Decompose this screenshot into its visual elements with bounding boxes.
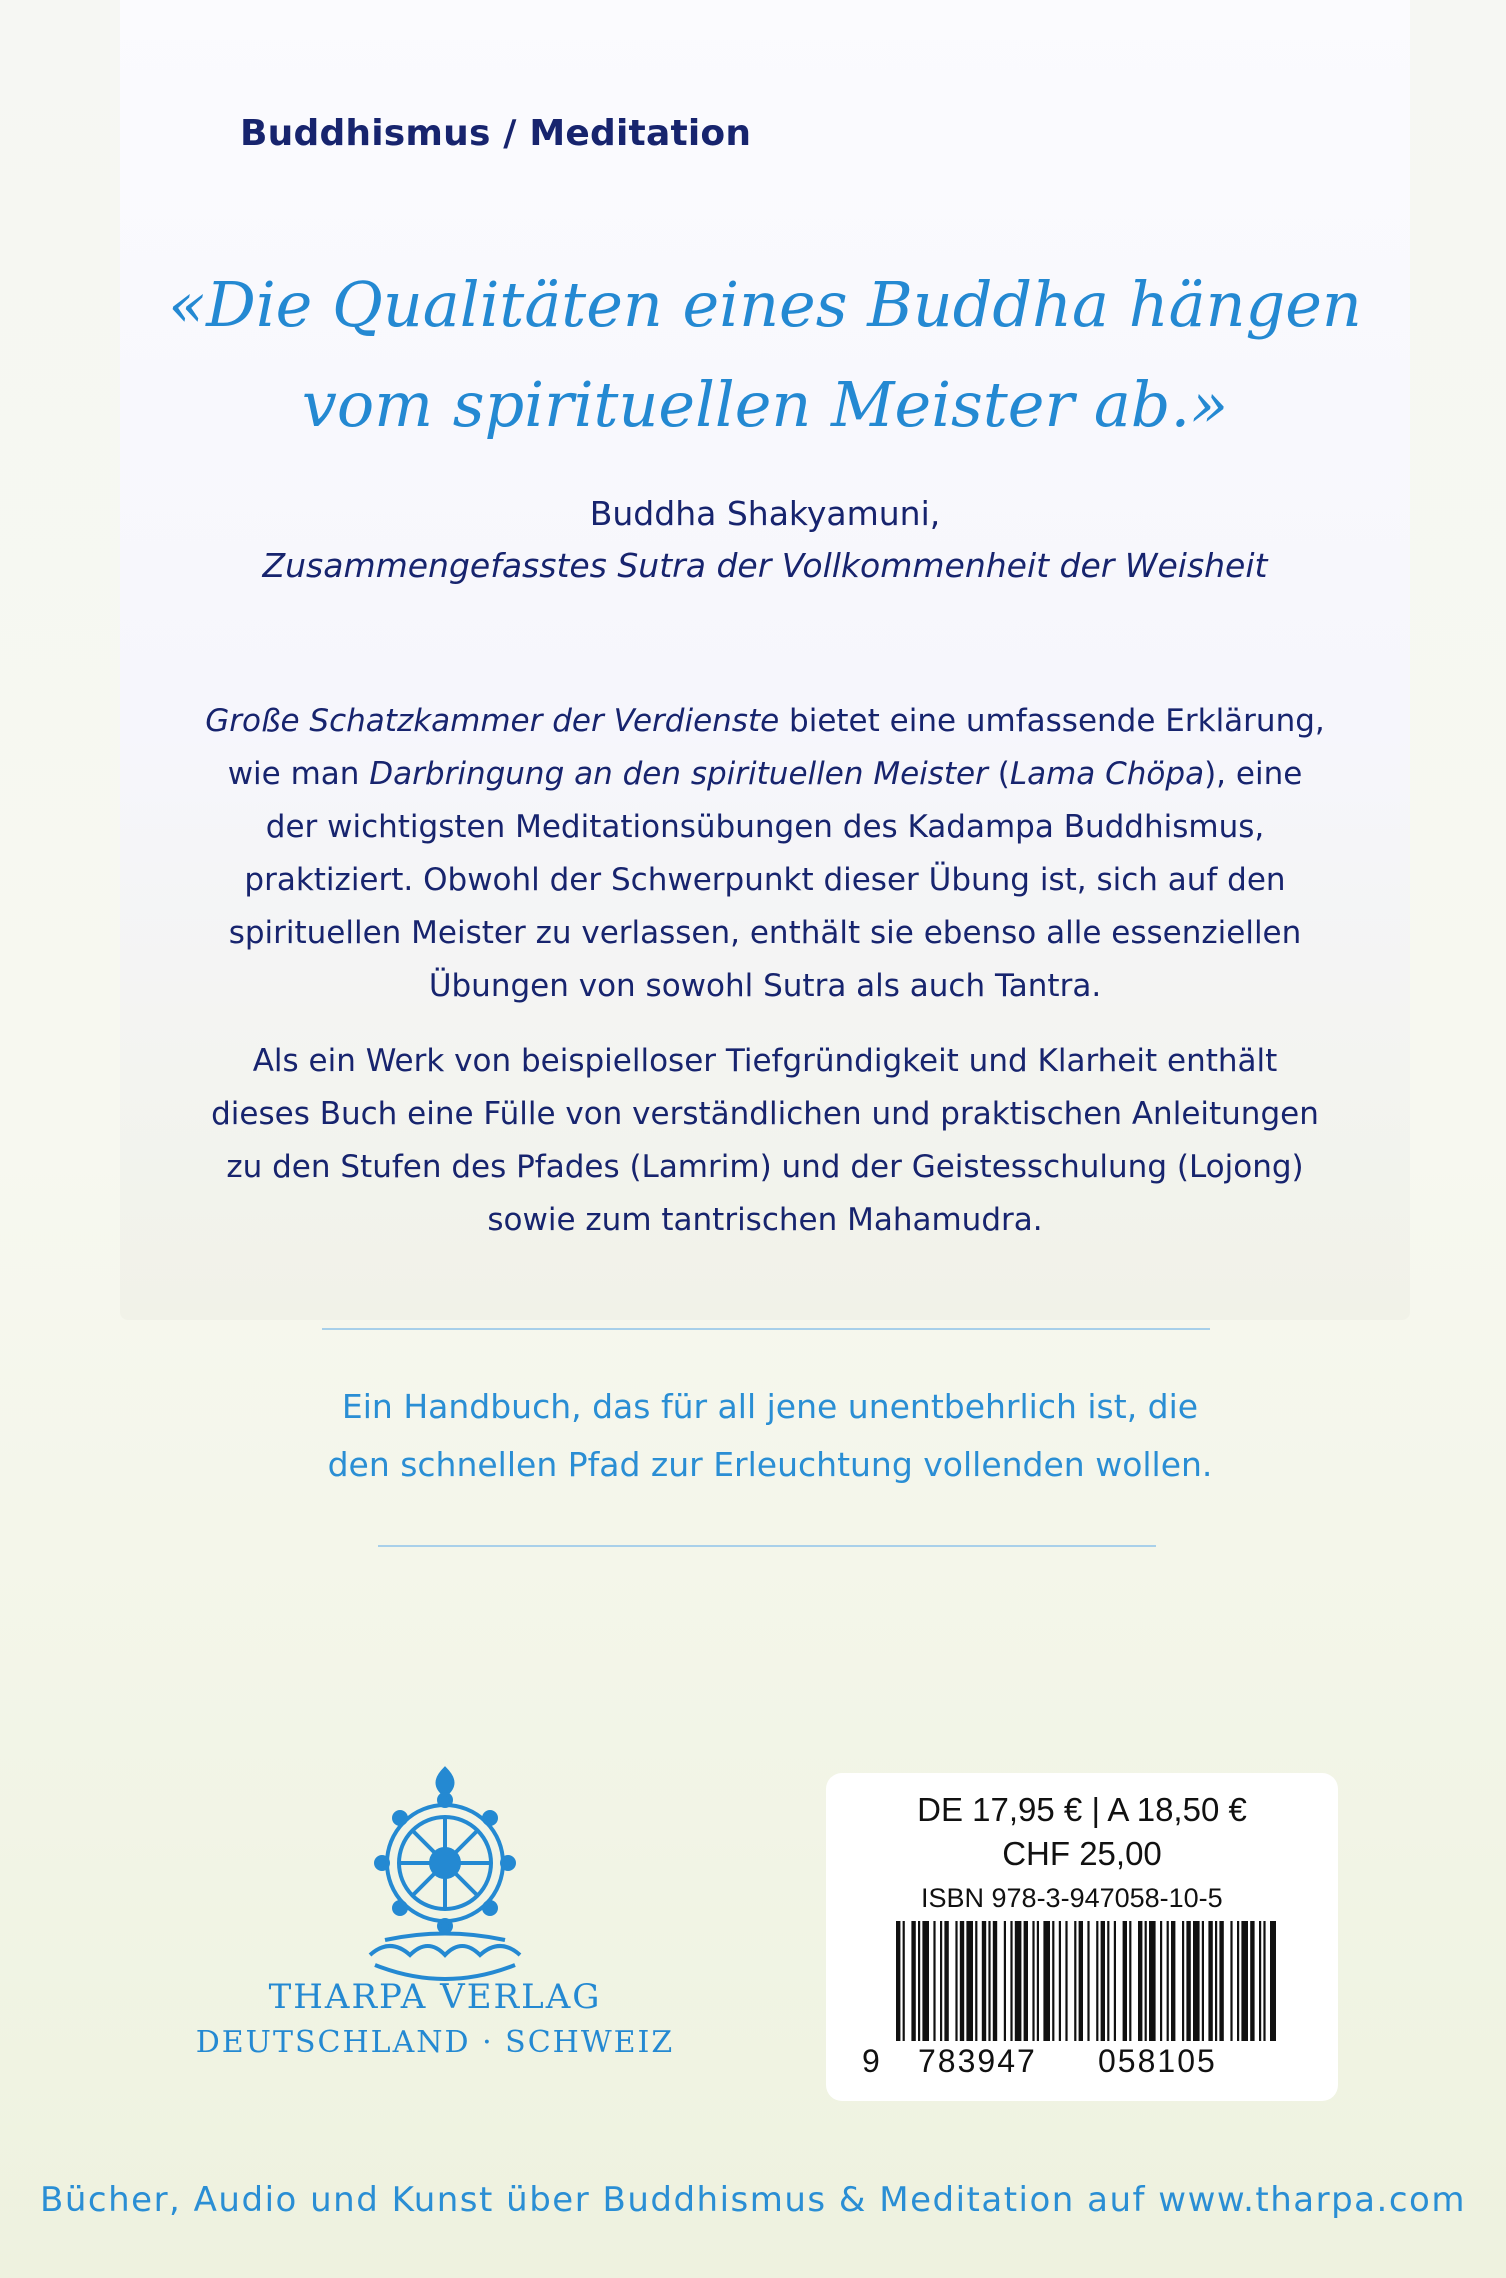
barcode-bar bbox=[1263, 1921, 1265, 2041]
tagline bbox=[230, 1378, 1310, 1494]
barcode-bar bbox=[1010, 1921, 1012, 2041]
footer-website: Bücher, Audio und Kunst über Buddhismus & Meditation auf www.tharpa.com bbox=[40, 2180, 1466, 2220]
barcode-bar bbox=[1230, 1921, 1232, 2041]
barcode-bar bbox=[966, 1921, 973, 2041]
divider-top bbox=[322, 1328, 1210, 1330]
publisher-region: DEUTSCHLAND · SCHWEIZ bbox=[195, 2025, 675, 2060]
barcode-digits-left: 783947 bbox=[918, 2043, 1037, 2079]
barcode-bar bbox=[933, 1921, 935, 2041]
barcode-bar bbox=[982, 1921, 986, 2041]
price-ch: CHF 25,00 bbox=[1002, 1835, 1162, 1872]
barcode-bar bbox=[1129, 1921, 1131, 2041]
barcode-bar bbox=[988, 1921, 990, 2041]
paragraph-1-text-a: bietet eine umfassende Erklärung, wie man bbox=[227, 703, 1325, 792]
barcode-bar bbox=[1186, 1921, 1190, 2041]
barcode-bar bbox=[1079, 1921, 1083, 2041]
practice-title: Darbringung an den spirituellen Meister bbox=[369, 756, 988, 792]
quote bbox=[160, 255, 1370, 455]
price-de-a: DE 17,95 € | A 18,50 € bbox=[917, 1791, 1247, 1828]
barcode-bar bbox=[1059, 1921, 1061, 2041]
barcode-bar bbox=[1171, 1921, 1175, 2041]
barcode-bar bbox=[1160, 1921, 1162, 2041]
description-paragraph-2: Als ein Werk von beispielloser Tiefgründigkeit und Klarheit enthält dieses Buch eine Fülle von verständlichen und praktischen Anleitungen zu den Stufen des Pfades (Lamrim) und der Geistesschulung (Lojong) sowie zum tantrischen Mahamudra. bbox=[211, 1043, 1319, 1238]
barcode-bar bbox=[1138, 1921, 1142, 2041]
category-label: Buddhismus / Meditation bbox=[240, 113, 752, 154]
paragraph-1-text-b: ( bbox=[987, 756, 1010, 792]
attribution-work: Zusammengefasstes Sutra der Vollkommenheit der Weisheit bbox=[262, 546, 1268, 585]
attribution-author: Buddha Shakyamuni, bbox=[589, 494, 941, 533]
barcode-bar bbox=[1182, 1921, 1184, 2041]
barcode-bar bbox=[1250, 1921, 1254, 2041]
divider-bottom bbox=[378, 1545, 1156, 1547]
barcode-bar bbox=[1052, 1921, 1054, 2041]
barcode-bar bbox=[1114, 1921, 1116, 2041]
price-barcode-box bbox=[826, 1773, 1338, 2101]
barcode-bar bbox=[944, 1921, 948, 2041]
barcode bbox=[896, 1921, 1276, 2041]
barcode-digit-lead: 9 bbox=[862, 2043, 882, 2079]
barcode-bar bbox=[896, 1921, 900, 2041]
quote-line-1: «Die Qualitäten eines Buddha hängen bbox=[168, 268, 1362, 341]
barcode-bar bbox=[960, 1921, 964, 2041]
barcode-bar bbox=[1259, 1921, 1261, 2041]
description-paragraph-1 bbox=[200, 695, 1330, 1013]
barcode-bar bbox=[975, 1921, 977, 2041]
isbn: ISBN 978-3-947058-10-5 bbox=[921, 1883, 1223, 1913]
barcode-bar bbox=[1074, 1921, 1076, 2041]
barcode-bar bbox=[1241, 1921, 1248, 2041]
tagline-line-1: Ein Handbuch, das für all jene unentbehrlich ist, die bbox=[341, 1387, 1199, 1426]
tagline-line-2: den schnellen Pfad zur Erleuchtung vollenden wollen. bbox=[327, 1445, 1213, 1484]
barcode-bar bbox=[1202, 1921, 1204, 2041]
publisher-name: THARPA VERLAG bbox=[268, 1977, 602, 2017]
barcode-bar bbox=[903, 1921, 905, 2041]
barcode-bar bbox=[1087, 1921, 1089, 2041]
barcode-bar bbox=[1024, 1921, 1028, 2041]
barcode-bar bbox=[922, 1921, 929, 2041]
barcode-bar bbox=[1065, 1921, 1067, 2041]
barcode-bar bbox=[940, 1921, 942, 2041]
barcode-bar bbox=[1145, 1921, 1147, 2041]
lama-chopa: Lama Chöpa bbox=[1009, 756, 1205, 792]
barcode-bar bbox=[1193, 1921, 1200, 2041]
paragraph-1-text-c: ), eine der wichtigsten Meditationsübungen des Kadampa Buddhismus, praktiziert. Obwohl der Schwerpunkt dieser Übung ist, sich auf den spirituellen Meister zu verlassen, enthält sie ebenso alle essenziellen Übungen von sowohl Sutra als auch Tantra. bbox=[228, 756, 1303, 1004]
barcode-bar bbox=[1208, 1921, 1212, 2041]
barcode-bar bbox=[918, 1921, 920, 2041]
quote-attribution bbox=[160, 488, 1370, 592]
barcode-bar bbox=[1043, 1921, 1050, 2041]
barcode-bar bbox=[1215, 1921, 1217, 2041]
barcode-bar bbox=[1237, 1921, 1239, 2041]
barcode-bar bbox=[955, 1921, 957, 2041]
barcode-bar bbox=[1123, 1921, 1127, 2041]
barcode-bar bbox=[993, 1921, 997, 2041]
barcode-bar bbox=[1015, 1921, 1022, 2041]
quote-line-2: vom spirituellen Meister ab.» bbox=[301, 368, 1229, 441]
barcode-bar bbox=[1107, 1921, 1109, 2041]
barcode-bar bbox=[1101, 1921, 1105, 2041]
description bbox=[200, 695, 1330, 1269]
barcode-bar bbox=[1037, 1921, 1039, 2041]
barcode-bar bbox=[1004, 1921, 1006, 2041]
barcode-bar bbox=[1096, 1921, 1098, 2041]
publisher bbox=[160, 1975, 710, 2067]
barcode-bar bbox=[1149, 1921, 1156, 2041]
barcode-digits-right: 058105 bbox=[1098, 2043, 1217, 2079]
barcode-bar bbox=[1167, 1921, 1169, 2041]
book-title: Große Schatzkammer der Verdienste bbox=[205, 703, 780, 739]
barcode-bar bbox=[1219, 1921, 1223, 2041]
barcode-bar bbox=[911, 1921, 915, 2041]
dharma-wheel-logo-icon bbox=[350, 1765, 540, 1995]
barcode-bar bbox=[1032, 1921, 1034, 2041]
barcode-bar bbox=[1270, 1921, 1276, 2041]
